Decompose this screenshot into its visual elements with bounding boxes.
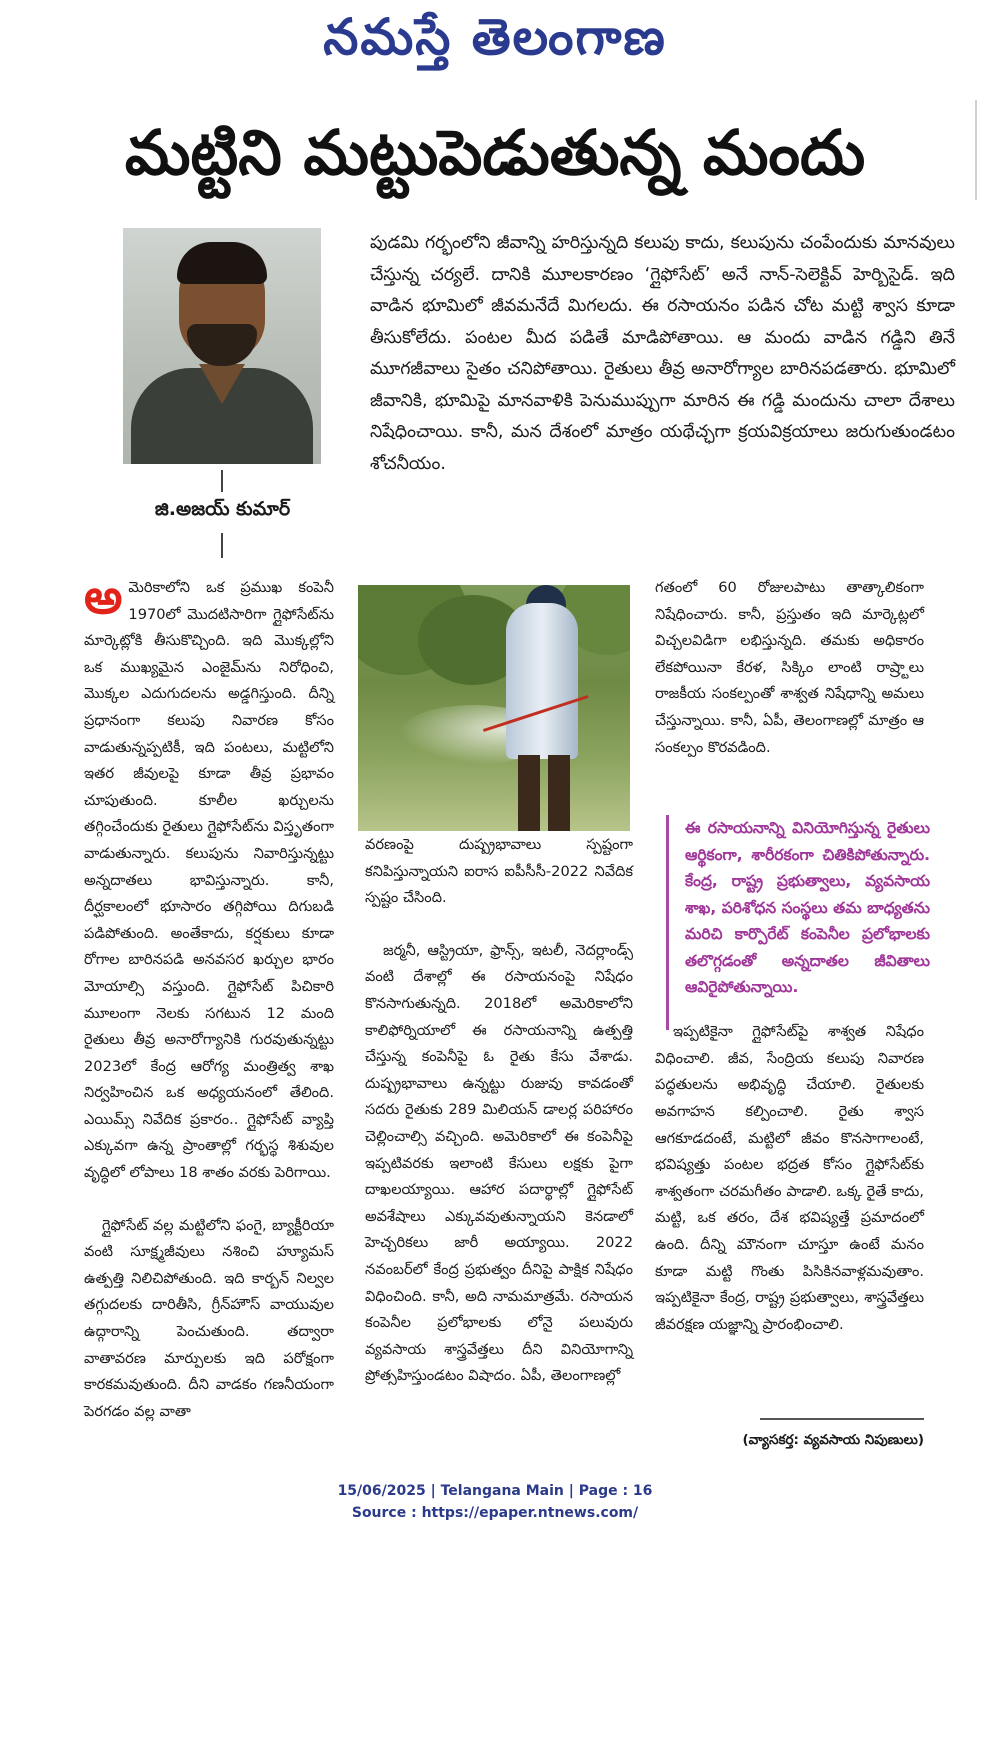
paragraph: వరణంపై దుష్ప్రభావాలు స్పష్టంగా కనిపిస్తున్నాయని ఐరాస ఐపీసీసీ-2022 నివేదిక స్పష్టం చేసింది. bbox=[365, 836, 633, 907]
paragraph: గతంలో 60 రోజులపాటు తాత్కాలికంగా నిషేధించారు. కానీ, ప్రస్తుతం ఇది మార్కెట్లలో విచ్చలవిడిగా లభిస్తున్నది. తమకు అధికారం లేకపోయినా కేరళ, సిక్కిం లాంటి రాష్ర్టాలు రాజకీయ సంకల్పంతో శాశ్వత నిషేధాన్ని అమలు చేస్తున్నాయి. కానీ, ఏపీ, తెలంగాణల్లో మాత్రం ఆ సంకల్పం కొరవడింది. bbox=[655, 579, 924, 756]
paragraph bbox=[84, 569, 334, 1187]
headline: మట్టిని మట్టుపెడుతున్న మందు bbox=[124, 116, 866, 189]
paragraph: జర్మనీ, ఆస్ట్రియా, ఫ్రాన్స్, ఇటలీ, నెదర్లాండ్స్ వంటి దేశాల్లో ఈ రసాయనంపై నిషేధం కొనసాగుతున్నది. 2018లో అమెరికాలోని కాలిఫోర్నియాలో ఈ రసాయనాన్ని ఉత్పత్తి చేస్తున్న కంపెనీపై ఓ రైతు కేసు వేశాడు. దుష్ప్రభావాలు ఉన్నట్టు రుజువు కావడంతో సదరు రైతుకు 289 మిలియన్ డాలర్ల పరిహారం చెల్లించాల్సి వచ్చింది. అమెరికాలో ఈ కంపెనీపై ఇప్పటివరకు ఇలాంటి కేసులు లక్షకు పైగా దాఖలయ్యాయి. ఆహార పదార్థాల్లో గ్లైఫోసేట్ అవశేషాలు ఎక్కువవుతున్నాయని కెనడాలో హెచ్చరికలు జారీ అయ్యాయి. 2022 నవంబర్‌లో కేంద్ర ప్రభుత్వం దీనిపై పాక్షిక నిషేధం విధించింది. కానీ, అది నామమాత్రమే. రసాయన కంపెనీల ప్రలోభాలకు లోనై పలువురు వ్యవసాయ శాస్త్రవేత్తలు దీని వినియోగాన్ని ప్రోత్సహిస్తుండటం విషాదం. ఏపీ, తెలంగాణల్లో bbox=[365, 941, 633, 1385]
drop-cap: అ bbox=[84, 569, 123, 625]
source-link[interactable]: Source : https://epaper.ntnews.com/ bbox=[351, 1505, 639, 1521]
author-divider-bottom bbox=[221, 533, 223, 558]
author-divider-top bbox=[221, 470, 223, 492]
page-footer bbox=[0, 1480, 990, 1530]
article-photo-farmer-spraying bbox=[358, 585, 630, 831]
author-photo bbox=[123, 228, 321, 464]
column-rule bbox=[975, 100, 977, 200]
article-column-1 bbox=[84, 569, 334, 1755]
paragraph-text: మెరికాలోని ఒక ప్రముఖ కంపెనీ 1970లో మొదటిసారిగా గ్లైఫోసేట్‌ను మార్కెట్లోకి తీసుకొచ్చింది. ఇది మొక్కల్లోని ఒక ముఖ్యమైన ఎంజైమ్‌ను నిరోధించి, మొక్కల ఎదుగుదలను అడ్డగిస్తుంది. దీన్ని ప్రధానంగా కలుపు నివారణ కోసం వాడుతున్నప్పటికీ, ఇది పంటలు, మట్టిలోని ఇతర జీవులపై కూడా తీవ్ర ప్రభావం చూపుతుంది. కూలీల ఖర్చులను తగ్గించేందుకు రైతులు గ్లైఫోసేట్‌ను విస్తృతంగా వాడుతున్నారు. కలుపును నివారిస్తున్నట్టు అన్నదాతలు భావిస్తున్నారు. కానీ, దీర్ఘకాలంలో భూసారం తగ్గిపోయి దిగుబడి పడిపోతుంది. అంతేకాదు, కర్షకులు కూడా రోగాల బారినపడి అనవసర ఖర్చుల భారం మోయాల్సి వస్తుంది. గ్లైఫోసేట్ పిచికారి మూలంగా నెలకు సగటున 12 మంది రైతులు తీవ్ర అనారోగ్యానికి గురవుతున్నట్టు 2023లో కేంద్ర ఆరోగ్య మంత్రిత్వ శాఖ నిర్వహించిన ఒక అధ్యయనంలో తేలింది. ఎయిమ్స్ నివేదిక ప్రకారం.. గ్లైఫోసేట్ వ్యాప్తి ఎక్కువగా ఉన్న ప్రాంతాల్లో గర్భస్థ శిశువుల వృద్ధిలో లోపాలు 18 శాతం వరకు పెరిగాయి. bbox=[84, 579, 334, 1182]
intro-paragraph bbox=[370, 228, 955, 568]
intro-text: పుడమి గర్భంలోని జీవాన్ని హరిస్తున్నది కలుపు కాదు, కలుపును చంపేందుకు మానవులు చేస్తున్న చర్యలే. దానికి మూలకారణం ‘గ్లైఫోసేట్’ అనే నాన్-సెలెక్టివ్ హెర్బిసైడ్. ఇది వాడిన భూమిలో జీవమనేదే మిగలదు. ఈ రసాయనం పడిన చోట మట్టి శ్వాస కూడా తీసుకోలేదు. పంటల మీద పడితే మాడిపోతాయి. ఆ మందు వాడిన గడ్డిని తినే మూగజీవాలు సైతం చనిపోతాయి. రైతులు తీవ్ర అనారోగ్యాల బారినపడతారు. భూమిలో జీవానికి, భూమిపై మానవాళికి పెనుముప్పుగా మారిన ఈ గడ్డి మందును చాలా దేశాలు నిషేధించాయి. కానీ, మన దేశంలో మాత్రం యథేచ్ఛగా క్రయవిక్రయాలు జరుగుతుండటం శోచనీయం. bbox=[370, 233, 955, 474]
author-name: జి.అజయ్ కుమార్ bbox=[154, 498, 291, 520]
masthead-logo: నమస్తే తెలంగాణ bbox=[323, 7, 667, 66]
pull-quote bbox=[666, 815, 930, 1030]
pull-quote-text: ఈ రసాయనాన్ని వినియోగిస్తున్న రైతులు ఆర్థికంగా, శారీరకంగా చితికిపోతున్నారు. కేంద్ర, రాష్ట్ర ప్రభుత్వాలు, వ్యవసాయ శాఖ, పరిశోధన సంస్థలు తమ బాధ్యతను మరిచి కార్పొరేట్ కంపెనీల ప్రలోభాలకు తలొగ్గడంతో అన్నదాతల జీవితాలు ఆవిరైపోతున్నాయి. bbox=[685, 819, 930, 996]
article-column-2 bbox=[365, 832, 633, 1390]
writer-note: (వ్యాసకర్త: వ్యవసాయ నిపుణులు) bbox=[742, 1432, 924, 1448]
edition-info: 15/06/2025 | Telangana Main | Page : 16 bbox=[337, 1483, 653, 1499]
footnote-rule bbox=[760, 1418, 924, 1420]
paragraph: ఇప్పటికైనా గ్లైఫోసేట్‌పై శాశ్వత నిషేధం విధించాలి. జీవ, సేంద్రియ కలుపు నివారణ పద్ధతులను అభివృద్ధి చేయాలి. రైతులకు అవగాహన కల్పించాలి. రైతు శ్వాస ఆగకూడదంటే, మట్టిలో జీవం కొనసాగాలంటే, భవిష్యత్తు పంటల భద్రత కోసం గ్లైఫోసేట్‌కు శాశ్వతంగా చరమగీతం పాడాలి. ఒక్క రైతే కాదు, మట్టి, ఒక తరం, దేశ భవిష్యత్తే ప్రమాదంలో ఉంది. దీన్ని మౌనంగా చూస్తూ ఉంటే మనం కూడా మట్టి గొంతు పిసికినవాళ్లమవుతాం. ఇప్పటికైనా కేంద్ర, రాష్ట్ర ప్రభుత్వాలు, శాస్త్రవేత్తలు జీవరక్షణ యజ్ఞాన్ని ప్రారంభించాలి. bbox=[655, 1023, 924, 1333]
paragraph: గ్లైఫోసేట్ వల్ల మట్టిలోని ఫంగై, బ్యాక్టీరియా వంటి సూక్ష్మజీవులు నశించి హ్యూమస్ ఉత్పత్తి నిలిచిపోతుంది. ఇది కార్బన్ నిల్వల తగ్గుదలకు దారితీసి, గ్రీన్‌హౌస్ వాయువుల ఉద్గారాన్ని పెంచుతుంది. తద్వారా వాతావరణ మార్పులకు ఇది పరోక్షంగా కారకమవుతుంది. దీని వాడకం గణనీయంగా పెరగడం వల్ల వాతా bbox=[84, 1216, 334, 1420]
